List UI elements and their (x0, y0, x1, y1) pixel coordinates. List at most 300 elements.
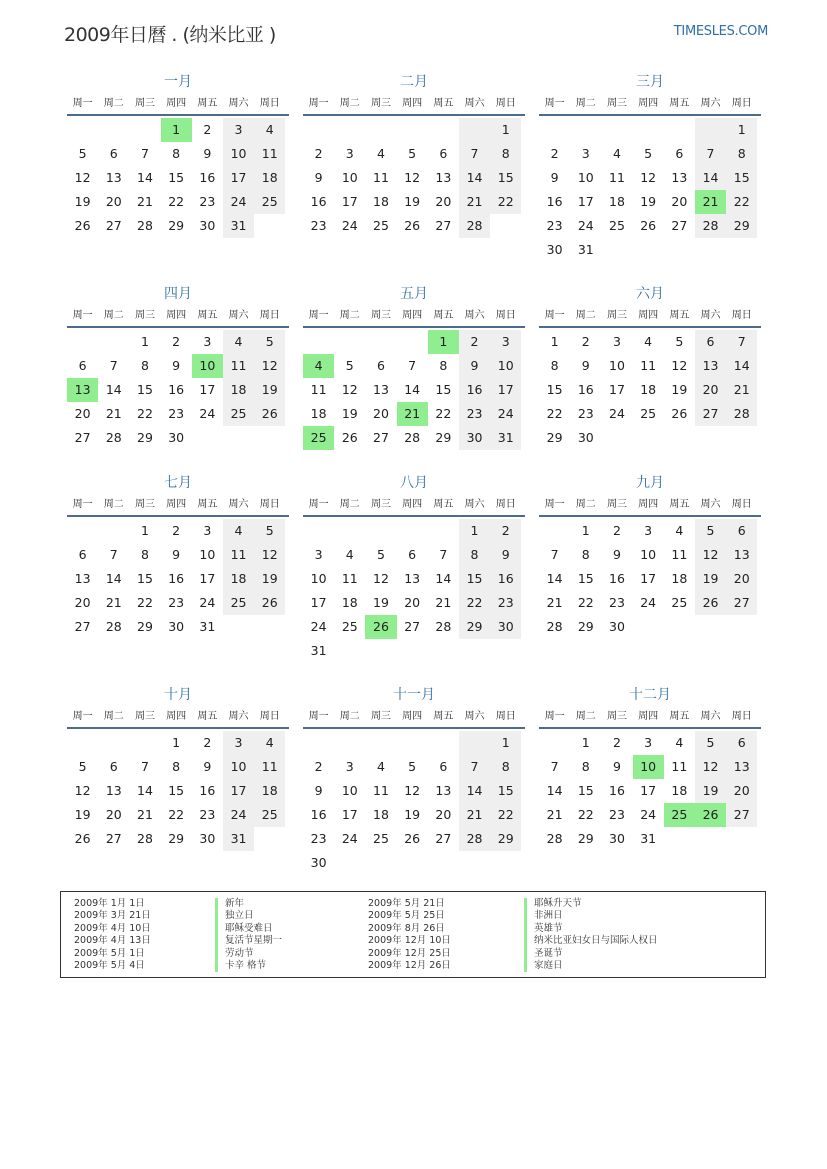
empty-day-cell (303, 330, 334, 354)
day-cell: 9 (612, 759, 621, 774)
day-cell: 23 (199, 807, 216, 822)
day-cell: 16 (168, 382, 185, 397)
day-cell: 21 (459, 803, 490, 827)
day-cell: 25 (609, 218, 625, 233)
day-cell: 29 (137, 430, 153, 445)
weekday-label: 周二 (103, 499, 124, 510)
day-cell: 7 (408, 358, 417, 373)
day-cell: 23 (609, 807, 625, 822)
legend-date: 2009年 5月 25日 (368, 910, 445, 922)
empty-day-cell (365, 519, 396, 543)
day-cell: 13 (74, 571, 91, 586)
day-cell: 8 (140, 358, 149, 373)
day-grid (539, 330, 761, 450)
day-cell: 25 (373, 831, 389, 846)
weekday-label: 周三 (370, 711, 391, 722)
day-cell: 31 (490, 426, 521, 450)
day-cell: 27 (435, 218, 452, 233)
day-cell: 15 (137, 382, 153, 397)
weekday-label: 周三 (134, 310, 155, 321)
day-cell: 18 (609, 194, 625, 209)
legend-date: 2009年 4月 10日 (74, 922, 151, 934)
day-cell: 3 (223, 118, 254, 142)
weekday-label: 周二 (103, 310, 124, 321)
day-cell: 26 (671, 406, 688, 421)
weekday-label: 周五 (197, 711, 218, 722)
day-cell: 28 (105, 619, 122, 634)
weekday-label: 周四 (166, 310, 187, 321)
day-cell: 24 (609, 406, 625, 421)
empty-day-cell (67, 330, 98, 354)
day-cell: 26 (254, 402, 285, 426)
empty-day-cell (459, 639, 490, 663)
day-cell: 23 (546, 218, 563, 233)
empty-day-cell (303, 519, 334, 543)
day-cell: 2 (314, 759, 323, 774)
day-cell: 5 (695, 519, 726, 543)
empty-day-cell (490, 639, 521, 663)
weekday-label: 周二 (575, 98, 596, 109)
day-cell: 30 (168, 619, 185, 634)
weekday-label: 周三 (606, 98, 627, 109)
day-cell: 9 (172, 547, 181, 562)
day-cell: 18 (341, 595, 358, 610)
day-cell: 6 (78, 358, 87, 373)
day-cell: 31 (640, 831, 657, 846)
weekday-label: 周六 (700, 499, 721, 510)
weekday-label: 周一 (72, 499, 93, 510)
day-cell: 12 (695, 543, 726, 567)
day-cell: 15 (490, 779, 521, 803)
day-cell: 27 (404, 619, 421, 634)
day-cell: 27 (726, 591, 757, 615)
day-cell: 2 (172, 523, 181, 538)
empty-day-cell (397, 330, 428, 354)
weekday-header (539, 495, 761, 517)
day-cell: 19 (695, 779, 726, 803)
day-cell: 20 (105, 194, 122, 209)
month-title: 三月 (636, 74, 664, 90)
holiday-day-cell: 25 (664, 803, 695, 827)
weekday-header (67, 495, 289, 517)
weekday-label: 周五 (433, 98, 454, 109)
day-cell: 20 (74, 595, 91, 610)
empty-day-cell (334, 519, 365, 543)
empty-day-cell (633, 118, 664, 142)
day-cell: 18 (310, 406, 327, 421)
day-cell: 22 (577, 595, 594, 610)
day-cell: 18 (223, 567, 254, 591)
empty-day-cell (254, 214, 285, 238)
weekday-label: 周六 (700, 98, 721, 109)
day-cell: 5 (644, 146, 653, 161)
month-calendar (303, 685, 525, 875)
day-cell: 26 (695, 591, 726, 615)
holiday-legend (60, 891, 766, 978)
month-title: 十二月 (629, 687, 671, 703)
day-cell: 11 (671, 547, 688, 562)
day-cell: 9 (203, 146, 212, 161)
empty-day-cell (428, 519, 459, 543)
weekday-label: 周二 (575, 711, 596, 722)
day-cell: 13 (435, 170, 452, 185)
weekday-label: 周三 (606, 499, 627, 510)
day-cell: 10 (223, 142, 254, 166)
day-cell: 21 (459, 190, 490, 214)
day-cell: 17 (223, 779, 254, 803)
weekday-label: 周五 (433, 711, 454, 722)
weekday-label: 周四 (402, 711, 423, 722)
weekday-label: 周六 (700, 310, 721, 321)
day-grid (539, 118, 761, 262)
day-cell: 17 (341, 194, 358, 209)
day-cell: 2 (581, 334, 590, 349)
weekday-header (303, 306, 525, 328)
legend-holiday-name: 耶稣受难日 (215, 923, 282, 935)
day-cell: 17 (640, 783, 657, 798)
empty-day-cell (303, 118, 334, 142)
holiday-day-cell: 21 (397, 402, 428, 426)
day-cell: 30 (609, 619, 625, 634)
day-cell: 15 (168, 170, 185, 185)
day-cell: 12 (341, 382, 358, 397)
day-cell: 12 (373, 571, 389, 586)
day-grid (539, 519, 761, 639)
day-cell: 2 (612, 523, 621, 538)
day-cell: 24 (640, 807, 657, 822)
day-cell: 24 (310, 619, 327, 634)
weekday-label: 周二 (103, 711, 124, 722)
day-cell: 9 (550, 170, 559, 185)
empty-day-cell (129, 118, 160, 142)
month-title: 十月 (164, 687, 192, 703)
weekday-label: 周四 (402, 98, 423, 109)
day-cell: 8 (550, 358, 559, 373)
day-cell: 13 (695, 354, 726, 378)
day-cell: 19 (74, 807, 91, 822)
day-cell: 12 (404, 170, 421, 185)
day-cell: 13 (726, 755, 757, 779)
day-cell: 6 (675, 146, 684, 161)
day-cell: 4 (254, 118, 285, 142)
day-cell: 7 (109, 358, 118, 373)
day-cell: 9 (581, 358, 590, 373)
day-cell: 23 (310, 831, 327, 846)
day-cell: 9 (314, 783, 323, 798)
day-cell: 17 (490, 378, 521, 402)
day-cell: 20 (726, 567, 757, 591)
day-cell: 3 (490, 330, 521, 354)
empty-day-cell (303, 731, 334, 755)
day-cell: 12 (254, 543, 285, 567)
empty-day-cell (601, 426, 632, 450)
weekday-label: 周一 (544, 310, 565, 321)
day-cell: 5 (78, 146, 87, 161)
day-cell: 21 (435, 595, 452, 610)
day-cell: 6 (376, 358, 385, 373)
weekday-label: 周三 (606, 310, 627, 321)
legend-holiday-name: 纳米比亚妇女日与国际人权日 (524, 935, 658, 947)
weekday-label: 周五 (197, 499, 218, 510)
weekday-label: 周三 (370, 98, 391, 109)
weekday-label: 周三 (134, 499, 155, 510)
day-cell: 23 (168, 595, 185, 610)
day-cell: 24 (640, 595, 657, 610)
day-cell: 20 (435, 194, 452, 209)
day-cell: 27 (726, 803, 757, 827)
day-cell: 23 (490, 591, 521, 615)
weekday-label: 周四 (638, 310, 659, 321)
holiday-day-cell: 26 (695, 803, 726, 827)
empty-day-cell (601, 118, 632, 142)
empty-day-cell (695, 827, 726, 851)
day-cell: 6 (439, 146, 448, 161)
empty-day-cell (365, 118, 396, 142)
weekday-label: 周日 (259, 499, 280, 510)
empty-day-cell (633, 426, 664, 450)
day-cell: 24 (490, 402, 521, 426)
day-cell: 23 (577, 406, 594, 421)
day-cell: 10 (199, 547, 216, 562)
day-cell: 5 (675, 334, 684, 349)
weekday-label: 周四 (166, 711, 187, 722)
empty-day-cell (67, 519, 98, 543)
day-cell: 10 (310, 571, 327, 586)
day-cell: 30 (310, 855, 327, 870)
day-cell: 11 (223, 543, 254, 567)
day-cell: 21 (546, 807, 563, 822)
day-cell: 7 (140, 759, 149, 774)
empty-day-cell (459, 851, 490, 875)
day-cell: 3 (345, 759, 354, 774)
weekday-label: 周六 (228, 711, 249, 722)
day-cell: 2 (203, 735, 212, 750)
weekday-label: 周四 (638, 499, 659, 510)
month-calendar (67, 473, 289, 639)
month-title: 六月 (636, 286, 664, 302)
day-cell: 18 (671, 571, 688, 586)
day-cell: 30 (199, 831, 216, 846)
empty-day-cell (365, 330, 396, 354)
day-cell: 7 (439, 547, 448, 562)
day-cell: 29 (546, 430, 563, 445)
day-cell: 30 (459, 426, 490, 450)
day-cell: 13 (435, 783, 452, 798)
month-title: 二月 (400, 74, 428, 90)
day-cell: 22 (137, 406, 153, 421)
day-cell: 12 (695, 755, 726, 779)
month-title: 七月 (164, 475, 192, 491)
legend-names-col-1 (215, 898, 282, 972)
day-cell: 17 (199, 382, 216, 397)
day-cell: 14 (105, 571, 122, 586)
weekday-label: 周日 (495, 711, 516, 722)
weekday-label: 周一 (72, 711, 93, 722)
day-cell: 14 (546, 783, 563, 798)
day-cell: 27 (435, 831, 452, 846)
day-cell: 15 (459, 567, 490, 591)
day-cell: 13 (105, 783, 122, 798)
day-cell: 21 (546, 595, 563, 610)
day-cell: 27 (105, 831, 122, 846)
day-cell: 29 (577, 619, 594, 634)
day-cell: 11 (373, 170, 389, 185)
day-cell: 25 (223, 591, 254, 615)
day-cell: 12 (640, 170, 657, 185)
day-cell: 10 (577, 170, 594, 185)
day-cell: 20 (105, 807, 122, 822)
empty-day-cell (365, 639, 396, 663)
day-cell: 5 (345, 358, 354, 373)
weekday-label: 周四 (166, 98, 187, 109)
day-cell: 22 (168, 807, 185, 822)
month-calendar (67, 685, 289, 851)
day-cell: 10 (640, 547, 657, 562)
month-title: 八月 (400, 475, 428, 491)
day-cell: 15 (577, 783, 594, 798)
weekday-label: 周二 (339, 98, 360, 109)
legend-date: 2009年 5月 4日 (74, 959, 145, 971)
day-cell: 16 (609, 783, 625, 798)
day-cell: 8 (459, 543, 490, 567)
day-cell: 14 (137, 783, 153, 798)
empty-day-cell (539, 519, 570, 543)
day-cell: 16 (199, 783, 216, 798)
day-cell: 1 (490, 731, 521, 755)
day-cell: 25 (223, 402, 254, 426)
empty-day-cell (334, 731, 365, 755)
day-cell: 1 (459, 519, 490, 543)
day-cell: 20 (373, 406, 389, 421)
month-calendar (539, 284, 761, 450)
day-cell: 15 (435, 382, 452, 397)
day-cell: 12 (74, 783, 91, 798)
empty-day-cell (695, 118, 726, 142)
day-cell: 25 (254, 190, 285, 214)
day-cell: 30 (577, 430, 594, 445)
day-grid (67, 731, 289, 851)
weekday-label: 周二 (575, 499, 596, 510)
day-cell: 8 (581, 759, 590, 774)
legend-date: 2009年 3月 21日 (74, 910, 151, 922)
holiday-day-cell: 10 (192, 354, 223, 378)
day-cell: 3 (223, 731, 254, 755)
weekday-label: 周日 (259, 98, 280, 109)
day-cell: 4 (612, 146, 621, 161)
day-cell: 3 (345, 146, 354, 161)
empty-day-cell (98, 519, 129, 543)
day-cell: 5 (78, 759, 87, 774)
weekday-header (67, 94, 289, 116)
day-cell: 22 (435, 406, 452, 421)
day-cell: 10 (223, 755, 254, 779)
empty-day-cell (695, 426, 726, 450)
day-cell: 19 (341, 406, 358, 421)
day-cell: 22 (577, 807, 594, 822)
day-cell: 17 (609, 382, 625, 397)
legend-holiday-name: 劳动节 (215, 948, 282, 960)
day-cell: 23 (168, 406, 185, 421)
day-cell: 1 (581, 735, 590, 750)
legend-holiday-name: 卡辛 格节 (215, 960, 282, 972)
empty-day-cell (67, 731, 98, 755)
day-cell: 2 (314, 146, 323, 161)
weekday-label: 周四 (402, 499, 423, 510)
weekday-label: 周六 (464, 98, 485, 109)
empty-day-cell (664, 118, 695, 142)
day-cell: 4 (254, 731, 285, 755)
day-cell: 6 (109, 146, 118, 161)
holiday-day-cell: 4 (303, 354, 334, 378)
day-cell: 16 (577, 382, 594, 397)
day-cell: 22 (546, 406, 563, 421)
day-cell: 8 (439, 358, 448, 373)
day-cell: 19 (373, 595, 389, 610)
day-cell: 16 (199, 170, 216, 185)
day-cell: 1 (140, 523, 149, 538)
day-cell: 30 (546, 242, 563, 257)
day-cell: 13 (105, 170, 122, 185)
day-cell: 21 (137, 807, 153, 822)
day-cell: 10 (609, 358, 625, 373)
day-grid (67, 519, 289, 639)
weekday-label: 周一 (72, 310, 93, 321)
day-cell: 4 (345, 547, 354, 562)
legend-holiday-name: 家庭日 (524, 960, 658, 972)
day-cell: 3 (314, 547, 323, 562)
day-cell: 24 (199, 595, 216, 610)
legend-date: 2009年 12月 25日 (368, 947, 451, 959)
holiday-day-cell: 26 (365, 615, 396, 639)
empty-day-cell (601, 238, 632, 262)
day-cell: 14 (546, 571, 563, 586)
day-cell: 19 (254, 567, 285, 591)
day-cell: 5 (254, 330, 285, 354)
empty-day-cell (397, 851, 428, 875)
day-cell: 6 (726, 519, 757, 543)
day-cell: 22 (137, 595, 153, 610)
empty-day-cell (334, 851, 365, 875)
day-cell: 28 (546, 831, 563, 846)
legend-holiday-name: 独立日 (215, 910, 282, 922)
empty-day-cell (664, 238, 695, 262)
weekday-label: 周二 (339, 711, 360, 722)
day-cell: 28 (695, 214, 726, 238)
day-cell: 15 (546, 382, 563, 397)
day-cell: 2 (612, 735, 621, 750)
month-title: 十一月 (393, 687, 435, 703)
day-cell: 26 (640, 218, 657, 233)
day-cell: 19 (74, 194, 91, 209)
empty-day-cell (223, 426, 254, 450)
empty-day-cell (98, 118, 129, 142)
weekday-label: 周五 (669, 499, 690, 510)
day-cell: 28 (726, 402, 757, 426)
page-title: 2009年日曆 . (纳米比亚 ) (64, 24, 276, 46)
day-cell: 4 (376, 759, 385, 774)
day-grid (67, 118, 289, 238)
day-cell: 16 (490, 567, 521, 591)
day-cell: 27 (74, 619, 91, 634)
weekday-label: 周四 (638, 711, 659, 722)
day-cell: 7 (726, 330, 757, 354)
day-cell: 11 (254, 755, 285, 779)
day-cell: 15 (577, 571, 594, 586)
weekday-label: 周日 (731, 499, 752, 510)
day-cell: 3 (644, 735, 653, 750)
day-cell: 6 (78, 547, 87, 562)
site-brand[interactable]: TIMESLES.COM (673, 24, 768, 39)
